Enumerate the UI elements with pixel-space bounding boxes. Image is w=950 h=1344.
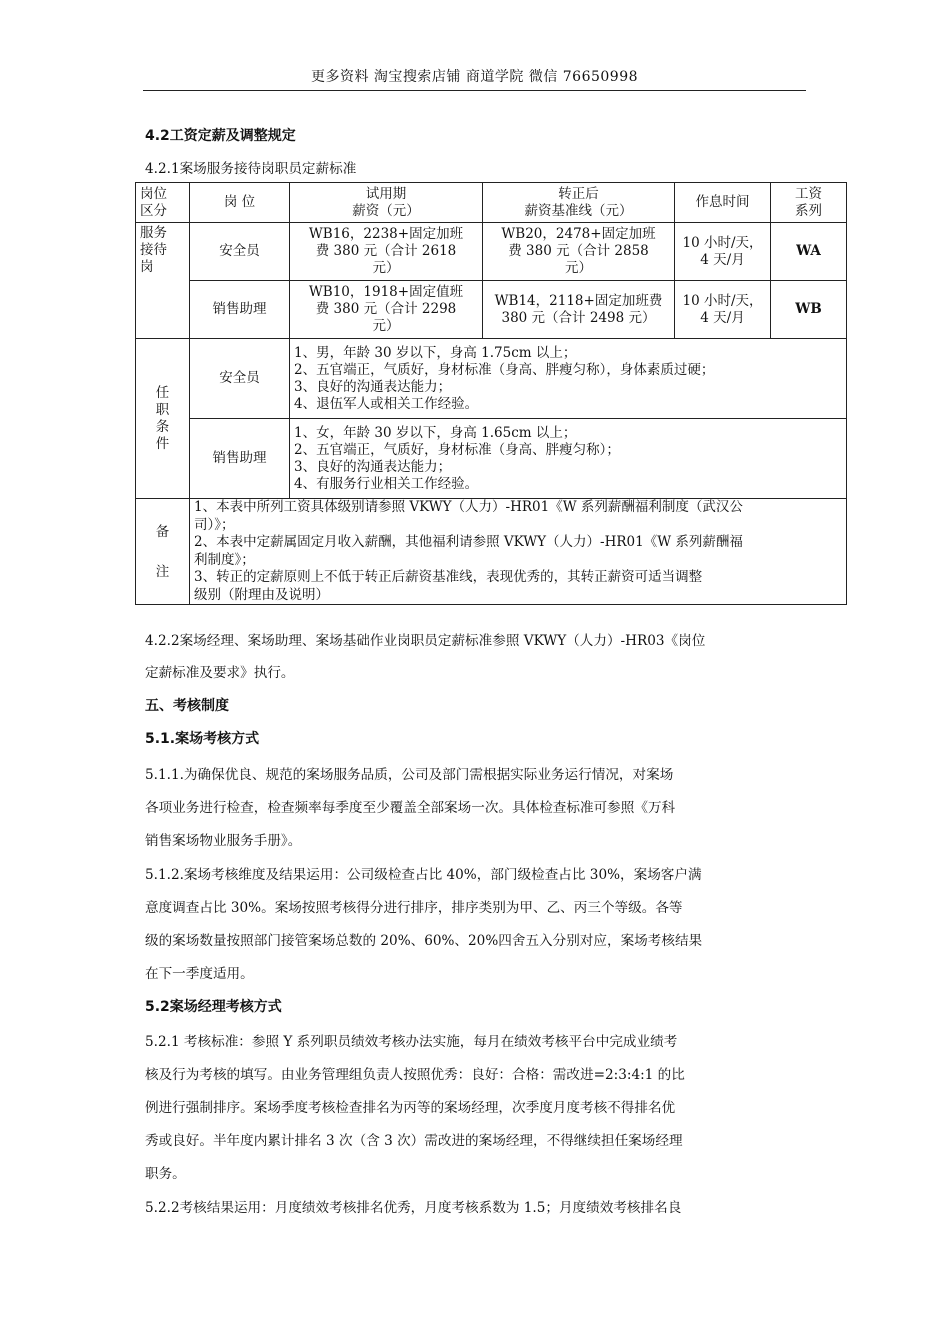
header-hours: 作息时间: [675, 183, 771, 223]
requirements-label-char: 任: [155, 384, 170, 401]
service-group-line: 岗: [140, 259, 154, 275]
requirements-row: [136, 339, 847, 419]
note-line: 司）》；: [194, 516, 235, 533]
row-hours-line: 4 天/月: [700, 309, 745, 326]
header-category-line: 区分: [140, 202, 167, 219]
note-line: 级别（附理由及说明）: [194, 586, 329, 603]
requirements-label: [136, 339, 190, 499]
requirements-label-char: 职: [155, 401, 170, 418]
row-trial-line: 元）: [372, 318, 400, 334]
paragraph-5-2-1-line: 秀或良好。半年度内累计排名 3 次（含 3 次）需改进的案场经理，不得继续担任案场经理: [145, 1133, 683, 1149]
row-hours-line: 10 小时/天，: [682, 292, 763, 309]
section-heading-5: 五、考核制度: [145, 698, 229, 714]
requirement-position: 销售助理: [190, 419, 290, 499]
paragraph-5-1-2-line: 5.1.2.案场考核维度及结果运用：公司级检查占比 40%，部门级检查占比 30%，案场客户满: [145, 867, 702, 883]
header-series: [771, 183, 847, 223]
row-regular-line: 380 元（合计 2498 元）: [501, 309, 656, 326]
row-trial-line: 元）: [372, 260, 400, 276]
header-category: [136, 183, 190, 223]
table-header-row: [136, 183, 847, 223]
notes-row: [136, 499, 847, 605]
paragraph-5-2-1-line: 例进行强制排序。案场季度考核检查排名为丙等的案场经理，次季度月度考核不得排名优: [145, 1100, 676, 1116]
paragraph-5-1-2-line: 在下一季度适用。: [145, 966, 254, 982]
requirement-position: 安全员: [190, 339, 290, 419]
section-heading-4-2: 4.2工资定薪及调整规定: [145, 128, 296, 144]
note-line: 3、转正的定薪原则上不低于转正后薪资基准线，表现优秀的，其转正薪资可适当调整: [194, 569, 703, 585]
paragraph-5-1-1-line: 销售案场物业服务手册》。: [145, 833, 302, 849]
requirement-item: 3、良好的沟通表达能力；: [294, 458, 452, 475]
paragraph-5-2-1-line: 5.2.1 考核标准：参照 Y 系列职员绩效考核办法实施，每月在绩效考核平台中完成业绩考: [145, 1034, 678, 1050]
note-line: 1、本表中所列工资具体级别请参照 VKWY（人力）-HR01《W 系列薪酬福利制度（武汉公: [194, 499, 743, 515]
row-regular-line: 费 380 元（合计 2858: [508, 243, 649, 259]
header-trial-line: 薪资（元）: [352, 202, 420, 219]
header-regular: [483, 183, 675, 223]
notes-label-char: 备: [155, 523, 170, 540]
header-series-line: 工资: [795, 185, 822, 202]
row-position: 安全员: [190, 223, 290, 281]
requirement-item: 2、五官端正，气质好，身材标准（身高、胖瘦匀称），身体素质过硬；: [294, 361, 715, 378]
notes-label-char: 注: [155, 563, 170, 580]
requirements-label-char: 条: [155, 418, 170, 435]
row-trial-line: WB16，2238+固定加班: [308, 226, 464, 242]
notes-content: [190, 499, 847, 605]
row-regular: [483, 281, 675, 339]
requirements-row: [136, 419, 847, 499]
paragraph-5-1-1-line: 各项业务进行检查，检查频率每季度至少覆盖全部案场一次。具体检查标准可参照《万科: [145, 800, 676, 816]
paragraph-5-2-1-line: 职务。: [145, 1166, 186, 1182]
row-hours-line: 10 小时/天，: [682, 234, 763, 251]
page-header: 更多资料 淘宝搜索店铺 商道学院 微信 76650998: [143, 66, 806, 91]
row-trial-line: 费 380 元（合计 2298: [315, 301, 457, 317]
table-row: [136, 223, 847, 281]
paragraph-5-2-1-line: 核及行为考核的填写。由业务管理组负责人按照优秀：良好：合格：需改进=2:3:4:1 的比: [145, 1067, 685, 1083]
row-regular-line: WB20，2478+固定加班: [501, 226, 656, 242]
header-regular-line: 薪资基准线（元）: [524, 202, 633, 219]
row-series: WA: [771, 223, 847, 281]
row-trial: [290, 223, 483, 281]
row-position: 销售助理: [190, 281, 290, 339]
row-regular-line: 元）: [565, 260, 592, 276]
note-line: 2、本表中定薪属固定月收入薪酬，其他福利请参照 VKWY（人力）-HR01《W 系列薪酬福: [194, 534, 743, 550]
requirement-item: 4、退伍军人或相关工作经验。: [294, 395, 479, 412]
requirement-item: 1、女，年龄 30 岁以下，身高 1.65cm 以上；: [294, 424, 577, 441]
row-regular: [483, 223, 675, 281]
service-group-line: 接待: [140, 242, 167, 258]
paragraph-5-2-2-line: 5.2.2考核结果运用：月度绩效考核排名优秀，月度考核系数为 1.5；月度绩效考核排名良: [145, 1200, 682, 1216]
paragraph-5-1-1-line: 5.1.1.为确保优良、规范的案场服务品质，公司及部门需根据实际业务运行情况，对案场: [145, 767, 674, 783]
requirement-items: [290, 339, 847, 419]
header-category-line: 岗位: [140, 185, 167, 202]
row-series: WB: [771, 281, 847, 339]
header-position: 岗 位: [190, 183, 290, 223]
table-row: [136, 281, 847, 339]
notes-label: [136, 499, 190, 605]
paragraph-5-1-2-line: 级的案场数量按照部门接管案场总数的 20%、60%、20%四舍五入分别对应，案场考核结果: [145, 933, 703, 949]
header-regular-line: 转正后: [558, 185, 599, 202]
requirement-item: 1、男，年龄 30 岁以下，身高 1.75cm 以上；: [294, 344, 577, 361]
requirement-items: [290, 419, 847, 499]
paragraph-4-2-2-line: 4.2.2案场经理、案场助理、案场基础作业岗职员定薪标准参照 VKWY（人力）-HR03《岗位: [145, 633, 706, 649]
row-trial: [290, 281, 483, 339]
header-trial: [290, 183, 483, 223]
note-line: 利制度》；: [194, 551, 255, 568]
row-hours: [675, 223, 771, 281]
row-hours: [675, 281, 771, 339]
salary-table: [135, 182, 847, 605]
requirement-item: 4、有服务行业相关工作经验。: [294, 475, 479, 492]
service-group-label: [136, 223, 190, 339]
header-trial-line: 试用期: [365, 185, 407, 202]
subsection-4-2-1: 4.2.1案场服务接待岗职员定薪标准: [145, 161, 357, 177]
requirement-item: 2、五官端正，气质好，身材标准（身高、胖瘦匀称）；: [294, 441, 620, 458]
row-regular-line: WB14，2118+固定加班费: [494, 292, 663, 309]
section-heading-5-1: 5.1.案场考核方式: [145, 731, 260, 747]
row-hours-line: 4 天/月: [700, 251, 745, 268]
row-trial-line: 费 380 元（合计 2618: [315, 243, 457, 259]
paragraph-4-2-2-line: 定薪标准及要求》执行。: [145, 665, 295, 681]
row-trial-line: WB10，1918+固定值班: [308, 284, 464, 300]
header-series-line: 系列: [795, 202, 822, 219]
service-group-line: 服务: [140, 225, 167, 241]
requirement-item: 3、良好的沟通表达能力；: [294, 378, 452, 395]
section-heading-5-2: 5.2案场经理考核方式: [145, 999, 282, 1015]
requirements-label-char: 件: [155, 435, 170, 452]
paragraph-5-1-2-line: 意度调查占比 30%。案场按照考核得分进行排序，排序类别为甲、乙、丙三个等级。各等: [145, 900, 683, 916]
